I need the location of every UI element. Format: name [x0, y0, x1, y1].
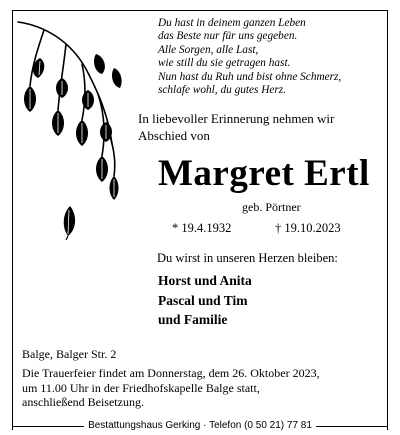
intro-line: In liebevoller Erinnerung nehmen wir	[138, 111, 335, 126]
left-border	[12, 10, 13, 430]
service-line: um 11.00 Uhr in der Friedhofskapelle Balge statt,	[22, 380, 260, 395]
falling-leaf-icon	[58, 204, 82, 240]
poem-line: das Beste nur für uns gegeben.	[158, 30, 298, 43]
footer	[12, 419, 388, 435]
poem	[158, 17, 390, 97]
intro-text	[138, 111, 388, 144]
service-line: Die Trauerfeier findet am Donnerstag, dem 26. Oktober 2023,	[22, 366, 320, 380]
mourner: und Familie	[158, 312, 228, 327]
poem-line: Nun hast du Ruh und bist ohne Schmerz,	[158, 70, 342, 83]
deceased-name: Margret Ertl	[158, 153, 370, 194]
funeral-home-contact: Bestattungshaus Gerking · Telefon (0 50 21) 77 81	[84, 419, 316, 433]
service-info	[22, 366, 392, 410]
poem-line: Du hast in deinem ganzen Leben	[158, 17, 306, 29]
poem-line: Alle Sorgen, alle Last,	[158, 43, 259, 56]
death-date: † 19.10.2023	[275, 221, 341, 235]
intro-line: Abschied von	[138, 127, 210, 143]
memory-text: Du wirst in unseren Herzen bleiben:	[157, 251, 338, 265]
address: Balge, Balger Str. 2	[22, 347, 117, 361]
top-border	[12, 10, 388, 11]
service-line: anschließend Beisetzung.	[22, 395, 144, 409]
birth-date: * 19.4.1932	[172, 221, 232, 235]
mourner: Pascal und Tim	[158, 292, 248, 308]
poem-line: wie still du sie getragen hast.	[158, 57, 291, 70]
mourner: Horst und Anita	[158, 273, 252, 288]
mourners-list	[158, 271, 252, 330]
poem-line: schlafe wohl, du gutes Herz.	[158, 84, 287, 97]
birth-name: geb. Pörtner	[242, 200, 301, 214]
